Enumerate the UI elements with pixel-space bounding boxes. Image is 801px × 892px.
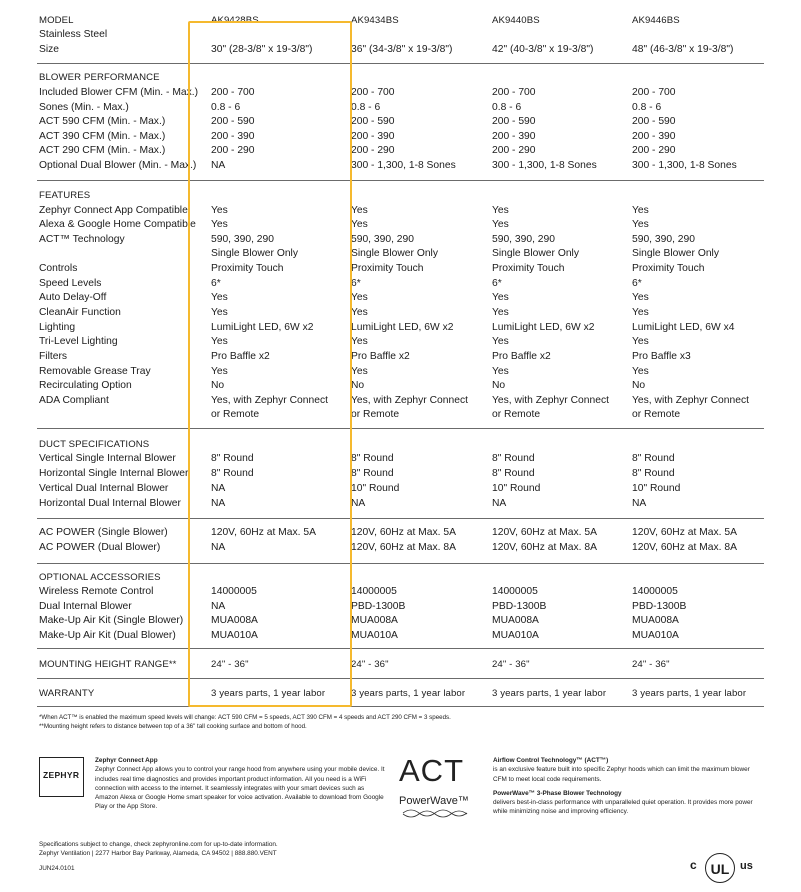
accessory-row: [0, 613, 801, 628]
zephyr-logo-text: ZEPHYR: [43, 770, 80, 780]
cell-model-3: Yes: [492, 219, 509, 230]
cell-model-3: 590, 390, 290: [492, 234, 555, 245]
row-label: Controls: [39, 263, 78, 274]
cell-model-3: NA: [492, 498, 507, 509]
cell-model-1: Single Blower Only: [211, 248, 298, 259]
cell-model-3: 8" Round: [492, 453, 535, 464]
cell-model-1: MUA010A: [211, 629, 258, 641]
section-title-duct: [0, 437, 801, 452]
cell-model-2: Yes: [351, 336, 368, 347]
cell-model-2: Proximity Touch: [351, 263, 424, 274]
zephyr-connect-block: [95, 756, 385, 812]
row-label: Alexa & Google Home Compatible: [39, 219, 196, 230]
cell-model-3: LumiLight LED, 6W x2: [492, 322, 595, 333]
cell-model-4: Single Blower Only: [632, 248, 719, 259]
cell-model-1: NA: [211, 498, 226, 509]
cell-model-2: AK9434BS: [351, 15, 399, 26]
cell-model-2: 200 - 290: [351, 145, 395, 156]
cell-model-3: 3 years parts, 1 year labor: [492, 688, 607, 699]
cell-model-1: 30" (28-3/8" x 19-3/8"): [211, 44, 313, 55]
warranty-row: [0, 686, 801, 701]
cell-model-1: Yes, with Zephyr Connect: [211, 395, 328, 406]
cell-model-1: or Remote: [211, 409, 260, 420]
doc-code: JUN24.0101: [39, 864, 75, 872]
duct-row: [0, 481, 801, 496]
cell-model-3: Yes, with Zephyr Connect: [492, 395, 609, 406]
cell-model-4: 48" (46-3/8" x 19-3/8"): [632, 44, 734, 55]
cell-model-4: or Remote: [632, 409, 681, 420]
cell-model-2: Yes: [351, 307, 368, 318]
cell-model-2: LumiLight LED, 6W x2: [351, 322, 454, 333]
cell-model-4: 6*: [632, 278, 642, 289]
cell-model-2: NA: [351, 498, 366, 509]
divider: [37, 180, 764, 181]
feature-row: [0, 290, 801, 305]
cell-model-2: 14000005: [351, 586, 397, 597]
cell-model-1: Yes: [211, 336, 228, 347]
row-label: OPTIONAL ACCESSORIES: [39, 572, 161, 583]
feature-row: [0, 217, 801, 232]
cell-model-4: 0.8 - 6: [632, 101, 662, 113]
zephyr-connect-title: Zephyr Connect App: [95, 757, 158, 764]
row-label: ACT™ Technology: [39, 234, 125, 245]
blower-row: [0, 114, 801, 129]
row-label: Speed Levels: [39, 278, 102, 289]
row-label: MODEL: [39, 15, 74, 26]
feature-row: [0, 276, 801, 291]
blower-row: [0, 100, 801, 115]
cell-model-4: Yes, with Zephyr Connect: [632, 395, 749, 406]
cell-model-1: 120V, 60Hz at Max. 5A: [211, 527, 316, 538]
feature-row: [0, 246, 801, 261]
cell-model-3: 14000005: [492, 586, 538, 597]
divider: [37, 63, 764, 64]
cert-c: c: [690, 858, 697, 872]
powerwave-body: delivers best-in-class performance with unparalleled quiet operation. It provides more power while minimizing noise and improving efficiency.: [493, 799, 753, 816]
duct-row: [0, 496, 801, 511]
row-label: Stainless Steel: [39, 29, 108, 40]
act-info-body: is an exclusive feature built into specific Zephyr hoods which can limit the maximum blower CFM to meet local code requirements.: [493, 766, 750, 783]
duct-row: [0, 466, 801, 481]
row-label: FEATURES: [39, 190, 91, 201]
cell-model-2: 590, 390, 290: [351, 234, 414, 245]
cell-model-2: No: [351, 380, 365, 391]
power-row: [0, 525, 801, 540]
cell-model-3: 200 - 390: [492, 130, 536, 142]
act-info-title: Airflow Control Technology™ (ACT™): [493, 757, 609, 764]
cell-model-2: 200 - 590: [351, 116, 395, 127]
feature-row: [0, 232, 801, 247]
cell-model-1: 200 - 290: [211, 145, 255, 156]
cell-model-3: 10" Round: [492, 483, 541, 494]
cell-model-2: 200 - 700: [351, 87, 395, 98]
cell-model-4: Yes: [632, 336, 649, 347]
row-label: Horizontal Single Internal Blower: [39, 468, 189, 479]
cell-model-2: Yes, with Zephyr Connect: [351, 395, 468, 406]
feature-row: [0, 261, 801, 276]
cell-model-1: 6*: [211, 278, 221, 289]
cell-model-4: 200 - 700: [632, 87, 676, 98]
cell-model-1: 8" Round: [211, 468, 254, 479]
cell-model-3: MUA008A: [492, 615, 539, 626]
cell-model-2: 120V, 60Hz at Max. 8A: [351, 542, 456, 553]
cell-model-4: LumiLight LED, 6W x4: [632, 322, 735, 333]
cell-model-4: 590, 390, 290: [632, 234, 695, 245]
cell-model-2: 10" Round: [351, 483, 400, 494]
cell-model-1: AK9428BS: [211, 15, 259, 26]
powerwave-logo-icon: PowerWave™: [399, 795, 469, 807]
cell-model-3: 6*: [492, 278, 502, 289]
cell-model-2: MUA010A: [351, 629, 398, 641]
cell-model-2: Yes: [351, 366, 368, 377]
cell-model-3: Yes: [492, 292, 509, 303]
cell-model-3: 42" (40-3/8" x 19-3/8"): [492, 44, 594, 55]
cell-model-1: 200 - 390: [211, 130, 255, 142]
blower-row: [0, 158, 801, 173]
blower-row: [0, 85, 801, 100]
cell-model-3: 24" - 36": [492, 659, 530, 670]
cell-model-4: No: [632, 380, 646, 391]
feature-row: [0, 349, 801, 364]
cell-model-3: 120V, 60Hz at Max. 5A: [492, 527, 597, 538]
cell-model-3: Single Blower Only: [492, 248, 579, 259]
cell-model-3: Yes: [492, 336, 509, 347]
cell-model-3: 200 - 700: [492, 87, 536, 98]
row-label: Optional Dual Blower (Min. - Max.): [39, 159, 197, 171]
cell-model-4: 10" Round: [632, 483, 681, 494]
cell-model-4: PBD-1300B: [632, 600, 687, 612]
power-row: [0, 540, 801, 555]
cell-model-4: 14000005: [632, 586, 678, 597]
feature-row: [0, 407, 801, 422]
row-label: Make-Up Air Kit (Single Blower): [39, 615, 184, 626]
divider: [37, 706, 764, 707]
feature-row: [0, 334, 801, 349]
cell-model-3: PBD-1300B: [492, 600, 547, 612]
cell-model-2: 8" Round: [351, 468, 394, 479]
feature-row: [0, 364, 801, 379]
highlight-box-column-1: [188, 21, 352, 707]
row-label: AC POWER (Dual Blower): [39, 542, 161, 553]
ul-cert-icon: UL: [705, 853, 735, 883]
contact-line-2: Zephyr Ventilation | 2277 Harbor Bay Parkway, Alameda, CA 94502 | 888.880.VENT: [39, 850, 277, 858]
footnote-mounting: **Mounting height refers to distance between top of a 36" tall cooking surface and bottom of hood.: [39, 723, 307, 730]
cell-model-4: Yes: [632, 366, 649, 377]
cell-model-4: 8" Round: [632, 468, 675, 479]
row-label: ACT 290 CFM (Min. - Max.): [39, 145, 166, 156]
cell-model-4: MUA010A: [632, 629, 679, 641]
act-logo-icon: ACT: [399, 753, 464, 788]
row-label: Zephyr Connect App Compatible: [39, 205, 188, 216]
act-info-block: [493, 756, 761, 817]
row-label: AC POWER (Single Blower): [39, 527, 168, 538]
cell-model-1: 8" Round: [211, 453, 254, 464]
cell-model-3: 300 - 1,300, 1-8 Sones: [492, 159, 597, 171]
cell-model-4: Pro Baffle x3: [632, 351, 691, 362]
row-label: Removable Grease Tray: [39, 366, 151, 377]
cell-model-3: Pro Baffle x2: [492, 351, 551, 362]
accessory-row: [0, 628, 801, 643]
cell-model-1: NA: [211, 483, 226, 494]
cell-model-1: Yes: [211, 292, 228, 303]
cell-model-2: 6*: [351, 278, 361, 289]
cell-model-3: 0.8 - 6: [492, 101, 522, 113]
cell-model-1: NA: [211, 542, 226, 553]
row-label: Auto Delay-Off: [39, 292, 107, 303]
cell-model-1: Yes: [211, 219, 228, 230]
row-label: WARRANTY: [39, 688, 95, 699]
row-label: Sones (Min. - Max.): [39, 101, 129, 113]
feature-row: [0, 393, 801, 408]
cell-model-3: or Remote: [492, 409, 541, 420]
cell-model-1: 590, 390, 290: [211, 234, 274, 245]
cell-model-1: 14000005: [211, 586, 257, 597]
row-label: Filters: [39, 351, 68, 362]
row-label: Dual Internal Blower: [39, 600, 132, 612]
cell-model-1: 200 - 700: [211, 87, 255, 98]
section-title-features: [0, 188, 801, 203]
cell-model-2: 0.8 - 6: [351, 101, 381, 113]
cell-model-1: NA: [211, 600, 226, 612]
contact-block: [39, 840, 459, 873]
cell-model-2: or Remote: [351, 409, 400, 420]
accessory-row: [0, 584, 801, 599]
cell-model-1: Pro Baffle x2: [211, 351, 270, 362]
cell-model-2: Single Blower Only: [351, 248, 438, 259]
cell-model-3: Proximity Touch: [492, 263, 565, 274]
cell-model-1: Yes: [211, 307, 228, 318]
row-label: Horizontal Dual Internal Blower: [39, 498, 181, 509]
cell-model-4: 120V, 60Hz at Max. 8A: [632, 542, 737, 553]
zephyr-connect-body: Zephyr Connect App allows you to control your range hood from anywhere using your mobile device. It includes real time diagnostics and provides important product information. All you need is a WiFi connection with access to the internet. It seamlessly integrates with your smart devices such as Amazon Alexa or Google Home smart speaker for voice activation. Available to download from Google Play or the App Store.: [95, 766, 385, 811]
divider: [37, 428, 764, 429]
cell-model-4: Yes: [632, 219, 649, 230]
cell-model-4: Yes: [632, 292, 649, 303]
row-label: Make-Up Air Kit (Dual Blower): [39, 629, 176, 641]
cell-model-1: NA: [211, 159, 226, 171]
cell-model-4: NA: [632, 498, 647, 509]
cell-model-2: 200 - 390: [351, 130, 395, 142]
section-title-blower: [0, 70, 801, 85]
cell-model-2: 3 years parts, 1 year labor: [351, 688, 466, 699]
cell-model-4: 200 - 590: [632, 116, 676, 127]
header-row: [0, 27, 801, 42]
cell-model-1: 0.8 - 6: [211, 101, 241, 113]
cell-model-2: 24" - 36": [351, 659, 389, 670]
cell-model-4: 200 - 390: [632, 130, 676, 142]
mounting-row: [0, 657, 801, 672]
cell-model-4: 3 years parts, 1 year labor: [632, 688, 747, 699]
row-label: Included Blower CFM (Min. - Max.): [39, 87, 199, 98]
cell-model-4: 200 - 290: [632, 145, 676, 156]
row-label: ADA Compliant: [39, 395, 109, 406]
cell-model-4: MUA008A: [632, 615, 679, 626]
row-label: Recirculating Option: [39, 380, 132, 391]
row-label: BLOWER PERFORMANCE: [39, 72, 160, 83]
blower-row: [0, 129, 801, 144]
cell-model-2: 8" Round: [351, 453, 394, 464]
cell-model-3: 200 - 590: [492, 116, 536, 127]
cell-model-1: 24" - 36": [211, 659, 249, 670]
row-label: CleanAir Function: [39, 307, 121, 318]
section-title-accessories: [0, 570, 801, 585]
row-label: ACT 590 CFM (Min. - Max.): [39, 116, 166, 127]
cell-model-2: Pro Baffle x2: [351, 351, 410, 362]
cell-model-2: 300 - 1,300, 1-8 Sones: [351, 159, 456, 171]
row-label: Vertical Single Internal Blower: [39, 453, 176, 464]
cell-model-2: PBD-1300B: [351, 600, 406, 612]
row-label: Wireless Remote Control: [39, 586, 154, 597]
divider: [37, 563, 764, 564]
cell-model-1: Yes: [211, 205, 228, 216]
contact-line-1: Specifications subject to change, check zephyronline.com for up-to-date information.: [39, 841, 278, 848]
row-label: DUCT SPECIFICATIONS: [39, 439, 150, 450]
feature-row: [0, 305, 801, 320]
cell-model-3: 200 - 290: [492, 145, 536, 156]
footnote-act: *When ACT™ is enabled the maximum speed levels will change: ACT 590 CFM = 5 speeds, ACT 390 CFM = 4 speeds and ACT 290 CFM = 3 speeds.: [39, 714, 451, 721]
feature-row: [0, 378, 801, 393]
row-label: MOUNTING HEIGHT RANGE**: [39, 659, 177, 670]
row-label: Size: [39, 44, 60, 55]
header-row: [0, 42, 801, 57]
cell-model-2: Yes: [351, 292, 368, 303]
cell-model-1: Yes: [211, 366, 228, 377]
cell-model-2: MUA008A: [351, 615, 398, 626]
blower-row: [0, 143, 801, 158]
cell-model-4: 24" - 36": [632, 659, 670, 670]
cell-model-3: AK9440BS: [492, 15, 540, 26]
cell-model-3: No: [492, 380, 506, 391]
divider: [37, 518, 764, 519]
cell-model-1: MUA008A: [211, 615, 258, 626]
cell-model-1: 3 years parts, 1 year labor: [211, 688, 326, 699]
cell-model-1: No: [211, 380, 225, 391]
cell-model-4: Yes: [632, 307, 649, 318]
cell-model-4: 8" Round: [632, 453, 675, 464]
row-label: Vertical Dual Internal Blower: [39, 483, 169, 494]
cell-model-2: Yes: [351, 205, 368, 216]
powerwave-title: PowerWave™ 3-Phase Blower Technology: [493, 789, 622, 797]
cell-model-1: 200 - 590: [211, 116, 255, 127]
powerwave-wave-icon: [402, 809, 468, 818]
accessory-row: [0, 599, 801, 614]
divider: [37, 678, 764, 679]
duct-row: [0, 451, 801, 466]
cell-model-1: LumiLight LED, 6W x2: [211, 322, 314, 333]
cell-model-3: Yes: [492, 366, 509, 377]
row-label: ACT 390 CFM (Min. - Max.): [39, 130, 166, 142]
cell-model-4: Proximity Touch: [632, 263, 705, 274]
cell-model-3: 8" Round: [492, 468, 535, 479]
cell-model-2: 36" (34-3/8" x 19-3/8"): [351, 44, 453, 55]
row-label: Tri-Level Lighting: [39, 336, 118, 347]
cell-model-4: 120V, 60Hz at Max. 5A: [632, 527, 737, 538]
cell-model-3: Yes: [492, 205, 509, 216]
cell-model-3: 120V, 60Hz at Max. 8A: [492, 542, 597, 553]
cell-model-1: Proximity Touch: [211, 263, 284, 274]
cell-model-4: 300 - 1,300, 1-8 Sones: [632, 159, 737, 171]
row-label: Lighting: [39, 322, 76, 333]
cell-model-4: Yes: [632, 205, 649, 216]
feature-row: [0, 320, 801, 335]
cell-model-2: 120V, 60Hz at Max. 5A: [351, 527, 456, 538]
cell-model-3: MUA010A: [492, 629, 539, 641]
feature-row: [0, 203, 801, 218]
divider: [37, 648, 764, 649]
cert-us: us: [740, 860, 753, 872]
cell-model-2: Yes: [351, 219, 368, 230]
cell-model-4: AK9446BS: [632, 15, 680, 26]
cell-model-3: Yes: [492, 307, 509, 318]
header-row: [0, 13, 801, 28]
